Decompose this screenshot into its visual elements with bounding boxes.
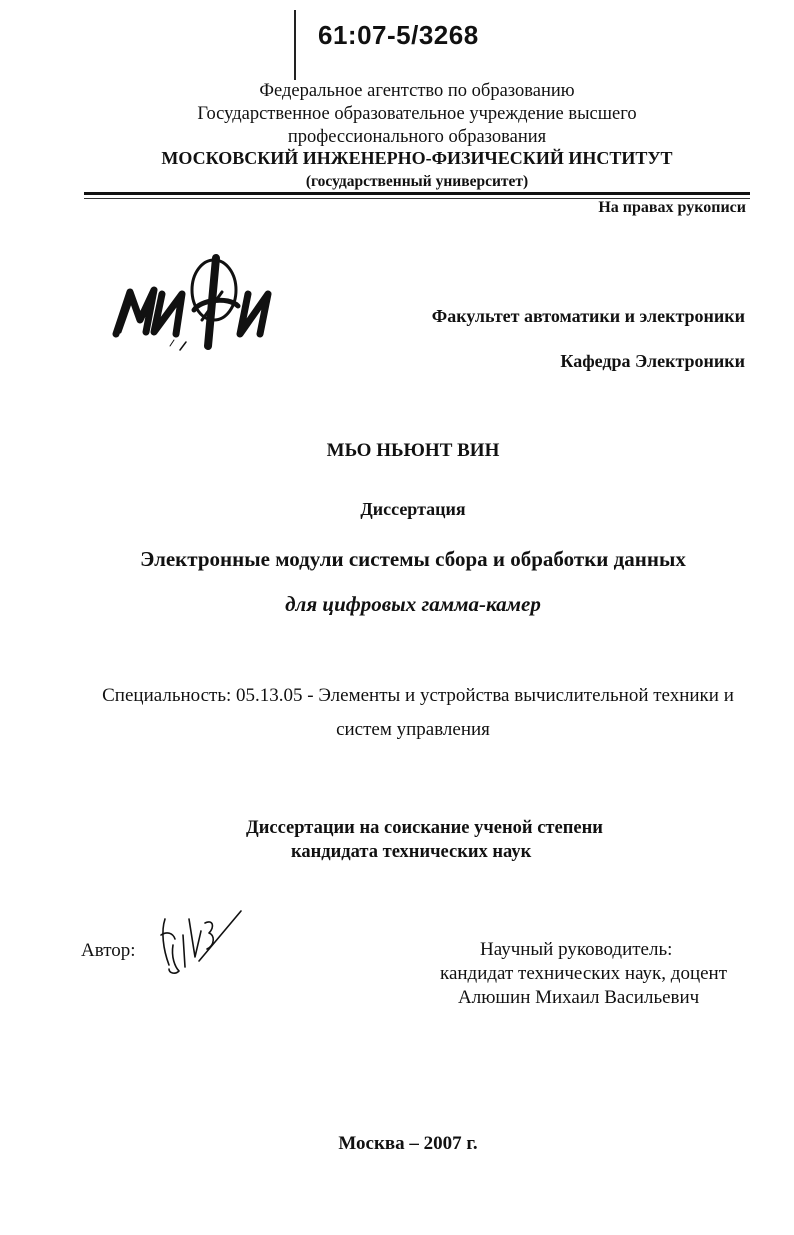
degree-line1: Диссертации на соискание ученой степени	[246, 818, 603, 838]
specialty-line2: систем управления	[336, 719, 490, 740]
institute-status: (государственный университет)	[305, 173, 529, 190]
mephi-logo-icon	[110, 250, 280, 360]
institute-name: МОСКОВСКИЙ ИНЖЕНЕРНО-ФИЗИЧЕСКИЙ ИНСТИТУТ	[161, 148, 673, 168]
document-type: Диссертация	[360, 499, 466, 519]
author-label: Автор:	[81, 940, 136, 961]
handwritten-signature-icon	[155, 905, 245, 980]
institution-type-continued: профессионального образования	[287, 127, 547, 147]
supervisor-degree: кандидат технических наук, доцент	[440, 963, 728, 984]
header-divider-thick	[84, 192, 750, 195]
dissertation-title-line2: для цифровых гамма-камер	[285, 592, 541, 616]
supervisor-label: Научный руководитель:	[480, 939, 673, 960]
specialty-line1: Специальность: 05.13.05 - Элементы и устройства вычислительной техники и	[102, 685, 734, 706]
catalog-number: 61:07-5/3268	[318, 20, 479, 50]
stamp-divider	[294, 10, 296, 80]
manuscript-rights-note: На правах рукописи	[598, 199, 746, 216]
city-year: Москва – 2007 г.	[338, 1133, 478, 1154]
institution-type: Государственное образовательное учреждение высшего	[197, 104, 637, 124]
degree-line2: кандидата технических наук	[291, 842, 532, 862]
supervisor-name: Алюшин Михаил Васильевич	[458, 987, 700, 1008]
dissertation-title-line1: Электронные модули системы сбора и обработки данных	[140, 547, 686, 571]
author-name: МЬО НЬЮНТ ВИН	[326, 440, 500, 461]
department-name: Кафедра Электроники	[560, 351, 745, 371]
agency-name: Федеральное агентство по образованию	[259, 81, 575, 101]
faculty-name: Факультет автоматики и электроники	[431, 306, 745, 326]
